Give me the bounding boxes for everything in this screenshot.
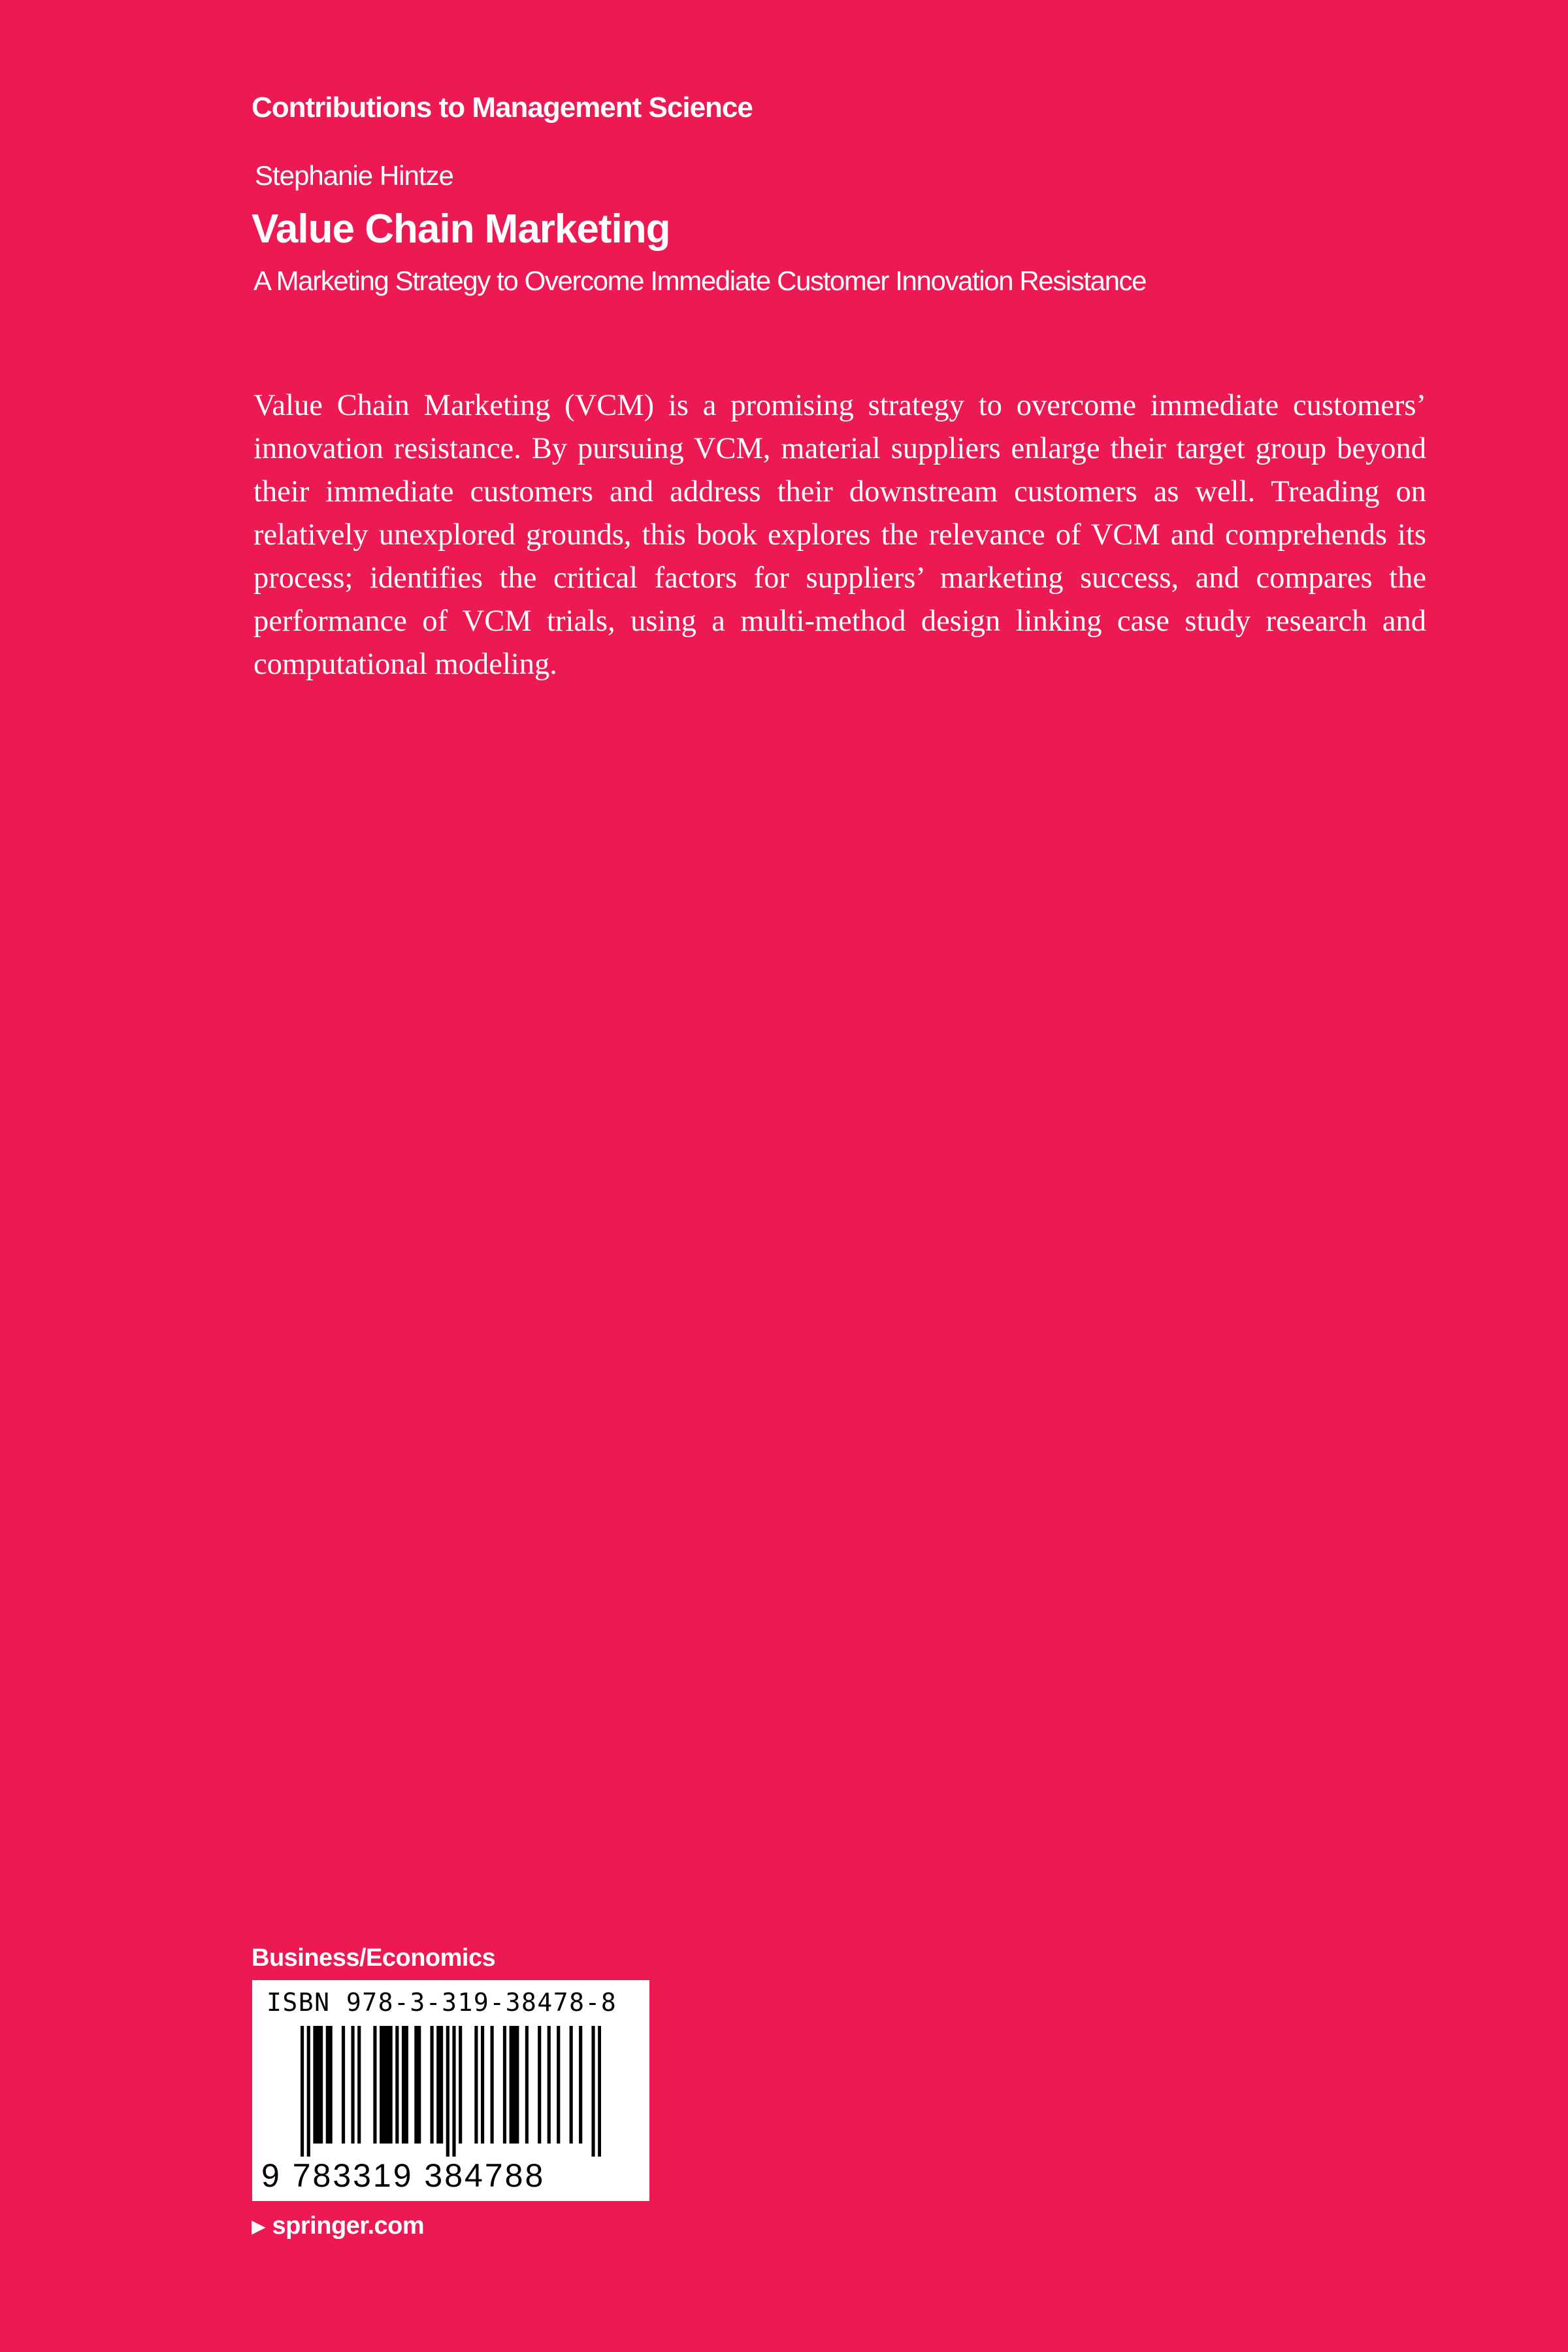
barcode-bar xyxy=(307,2026,310,2157)
barcode-bar xyxy=(342,2026,345,2144)
barcode-label xyxy=(252,1980,649,2201)
barcode-bar xyxy=(452,2026,455,2157)
barcode-bar xyxy=(525,2026,529,2144)
barcode-bar xyxy=(405,2026,408,2144)
barcode-bar xyxy=(515,2026,519,2144)
barcode-bar xyxy=(557,2026,560,2144)
barcode-bar xyxy=(503,2026,506,2144)
book-subtitle: A Marketing Strategy to Overcome Immediate Customer Innovation Resistance xyxy=(253,265,1147,296)
barcode-bar xyxy=(510,2026,513,2144)
play-arrow-icon: ▶ xyxy=(252,2215,266,2236)
barcode-bar xyxy=(417,2026,421,2144)
barcode-bar xyxy=(395,2026,399,2144)
barcode-bar xyxy=(316,2026,319,2144)
barcode-image xyxy=(301,2026,601,2157)
barcode-bar xyxy=(313,2026,316,2144)
isbn-text: ISBN 978-3-319-38478-8 xyxy=(267,1988,617,2017)
barcode-bar xyxy=(547,2026,551,2144)
series-title: Contributions to Management Science xyxy=(252,91,753,124)
barcode-bar xyxy=(598,2026,601,2157)
barcode-bar xyxy=(538,2026,541,2144)
barcode-bar xyxy=(591,2026,595,2157)
barcode-bar xyxy=(446,2026,449,2157)
barcode-bar xyxy=(570,2026,573,2144)
author-name: Stephanie Hintze xyxy=(255,160,453,191)
book-title: Value Chain Marketing xyxy=(252,207,670,252)
barcode-bar xyxy=(301,2026,304,2157)
barcode-bar xyxy=(512,2026,515,2144)
barcode-bar xyxy=(474,2026,478,2144)
barcode-bar xyxy=(373,2026,376,2144)
barcode-bar xyxy=(402,2026,405,2144)
barcode-bar xyxy=(389,2026,393,2144)
website-link[interactable] xyxy=(252,2212,424,2240)
barcode-bar xyxy=(326,2026,329,2144)
barcode-bar xyxy=(579,2026,582,2144)
barcode-bar xyxy=(383,2026,386,2144)
barcode-bar xyxy=(329,2026,333,2144)
barcode-digits: 9 783319 384788 xyxy=(261,2157,546,2194)
barcode-bar xyxy=(481,2026,484,2144)
barcode-bar xyxy=(431,2026,434,2144)
barcode-bar xyxy=(319,2026,323,2144)
barcode-bar xyxy=(491,2026,494,2144)
barcode-bar xyxy=(459,2026,462,2144)
subject-category: Business/Economics xyxy=(252,1944,496,1972)
barcode-bar xyxy=(380,2026,383,2144)
barcode-bar xyxy=(386,2026,389,2144)
website-text: springer.com xyxy=(272,2212,425,2240)
barcode-bar xyxy=(351,2026,354,2144)
barcode-bar xyxy=(414,2026,417,2144)
barcode-bar xyxy=(357,2026,361,2144)
barcode-bar xyxy=(440,2026,443,2144)
book-description: Value Chain Marketing (VCM) is a promising strategy to overcome immediate customers’ innovation resistance. By pursuing VCM, material suppliers enlarge their target group beyond their immediate customers and address their downstream customers as well. Treading on relatively unexplored grounds, this book explores the relevance of VCM and comprehends its process; identifies the critical factors for suppliers’ marketing success, and compares the performance of VCM trials, using a multi-method design linking case study research and computational modeling. xyxy=(253,389,1426,681)
barcode-bar xyxy=(436,2026,440,2144)
